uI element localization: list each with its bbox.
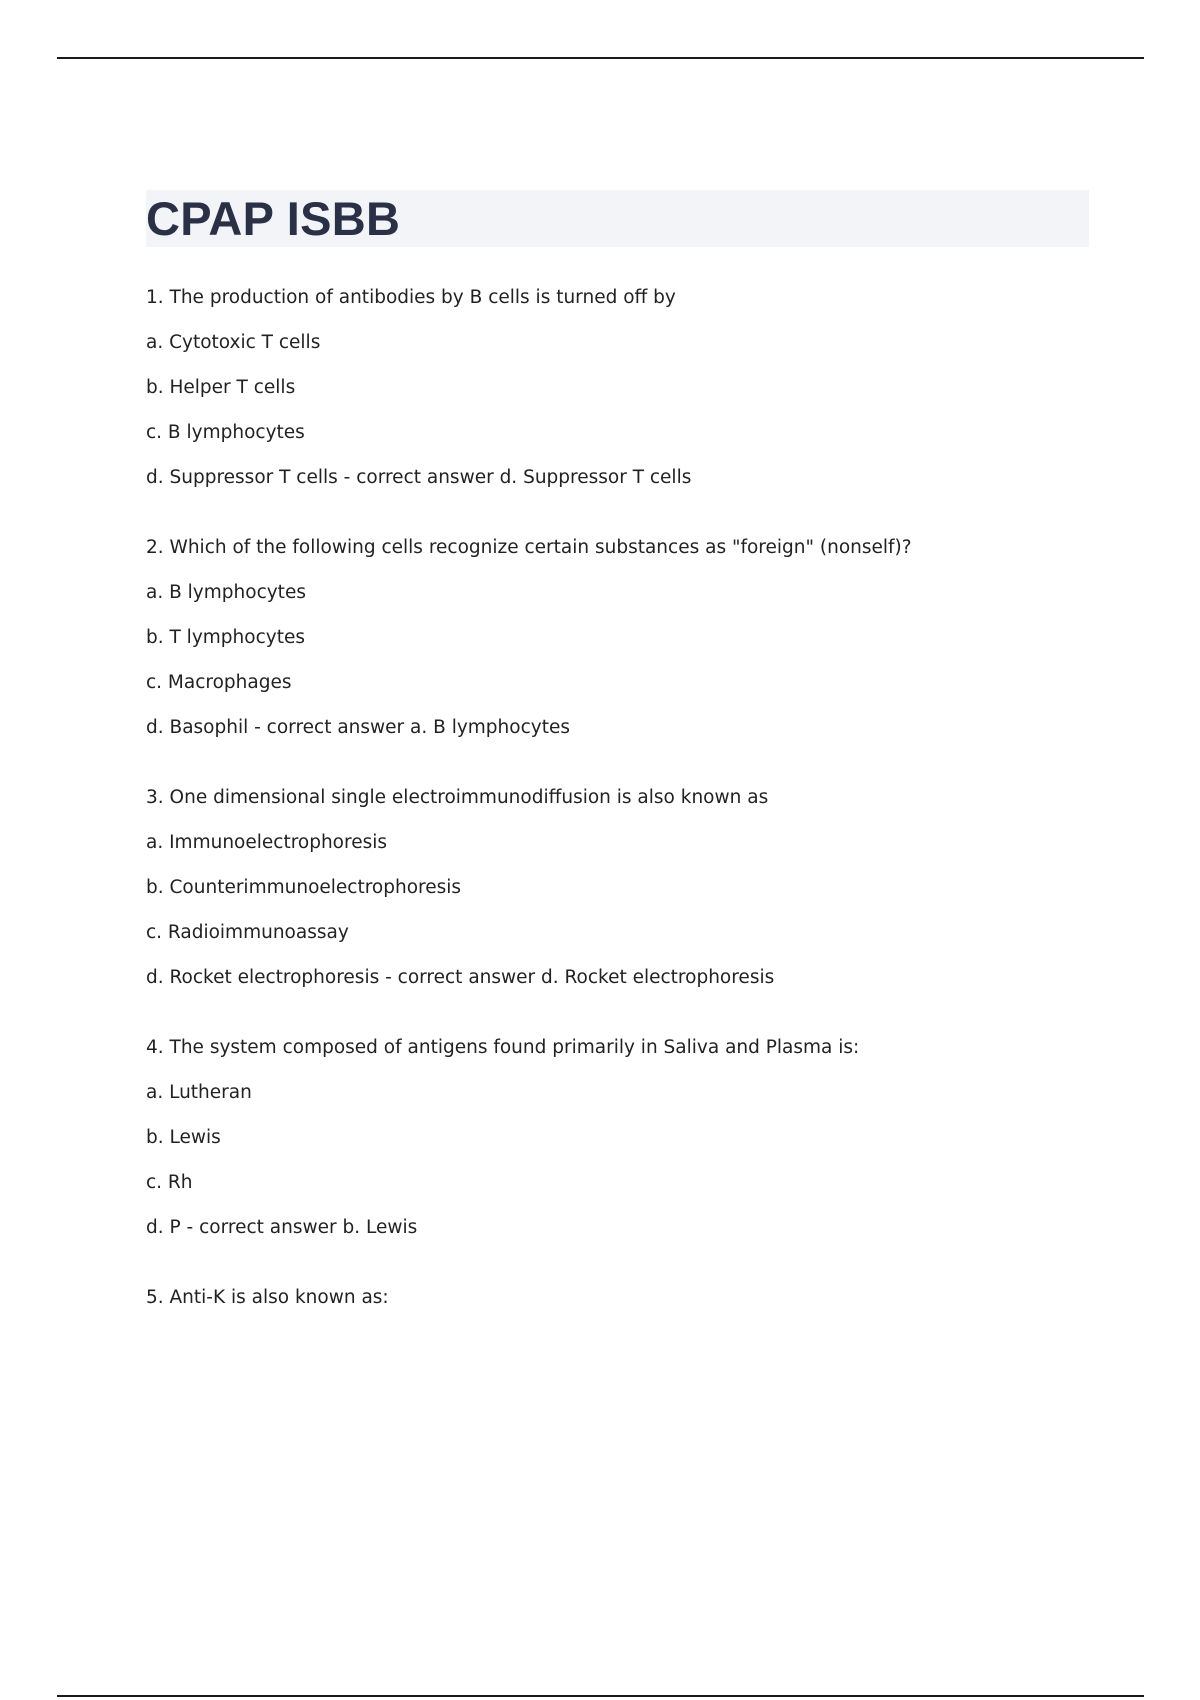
answer-option: b. Helper T cells [146, 377, 296, 398]
question-3 [146, 786, 1096, 990]
question-prompt: 2. Which of the following cells recognize certain substances as "foreign" (nonself)? [146, 537, 912, 558]
page-title: CPAP ISBB [146, 192, 401, 245]
question-1 [146, 286, 1096, 490]
answer-option-with-correct-answer: d. Rocket electrophoresis - correct answer d. Rocket electrophoresis [146, 967, 775, 988]
question-list [146, 286, 1096, 1356]
question-5 [146, 1286, 1096, 1310]
question-prompt: 4. The system composed of antigens found primarily in Saliva and Plasma is: [146, 1037, 860, 1058]
answer-option: b. T lymphocytes [146, 627, 305, 648]
answer-option-with-correct-answer: d. P - correct answer b. Lewis [146, 1217, 418, 1238]
question-4 [146, 1036, 1096, 1240]
answer-option-with-correct-answer: d. Suppressor T cells - correct answer d. Suppressor T cells [146, 467, 692, 488]
answer-option: a. Lutheran [146, 1082, 252, 1103]
top-rule [57, 57, 1144, 59]
question-prompt: 3. One dimensional single electroimmunodiffusion is also known as [146, 787, 769, 808]
answer-option: a. Immunoelectrophoresis [146, 832, 387, 853]
answer-option: c. Macrophages [146, 672, 292, 693]
bottom-rule [57, 1695, 1144, 1697]
answer-option: c. Radioimmunoassay [146, 922, 349, 943]
answer-option-with-correct-answer: d. Basophil - correct answer a. B lymphocytes [146, 717, 570, 738]
answer-option: a. B lymphocytes [146, 582, 306, 603]
question-prompt: 5. Anti-K is also known as: [146, 1287, 389, 1308]
answer-option: c. Rh [146, 1172, 193, 1193]
answer-option: a. Cytotoxic T cells [146, 332, 321, 353]
question-prompt: 1. The production of antibodies by B cells is turned off by [146, 287, 676, 308]
answer-option: b. Lewis [146, 1127, 221, 1148]
question-2 [146, 536, 1096, 740]
answer-option: b. Counterimmunoelectrophoresis [146, 877, 462, 898]
answer-option: c. B lymphocytes [146, 422, 305, 443]
